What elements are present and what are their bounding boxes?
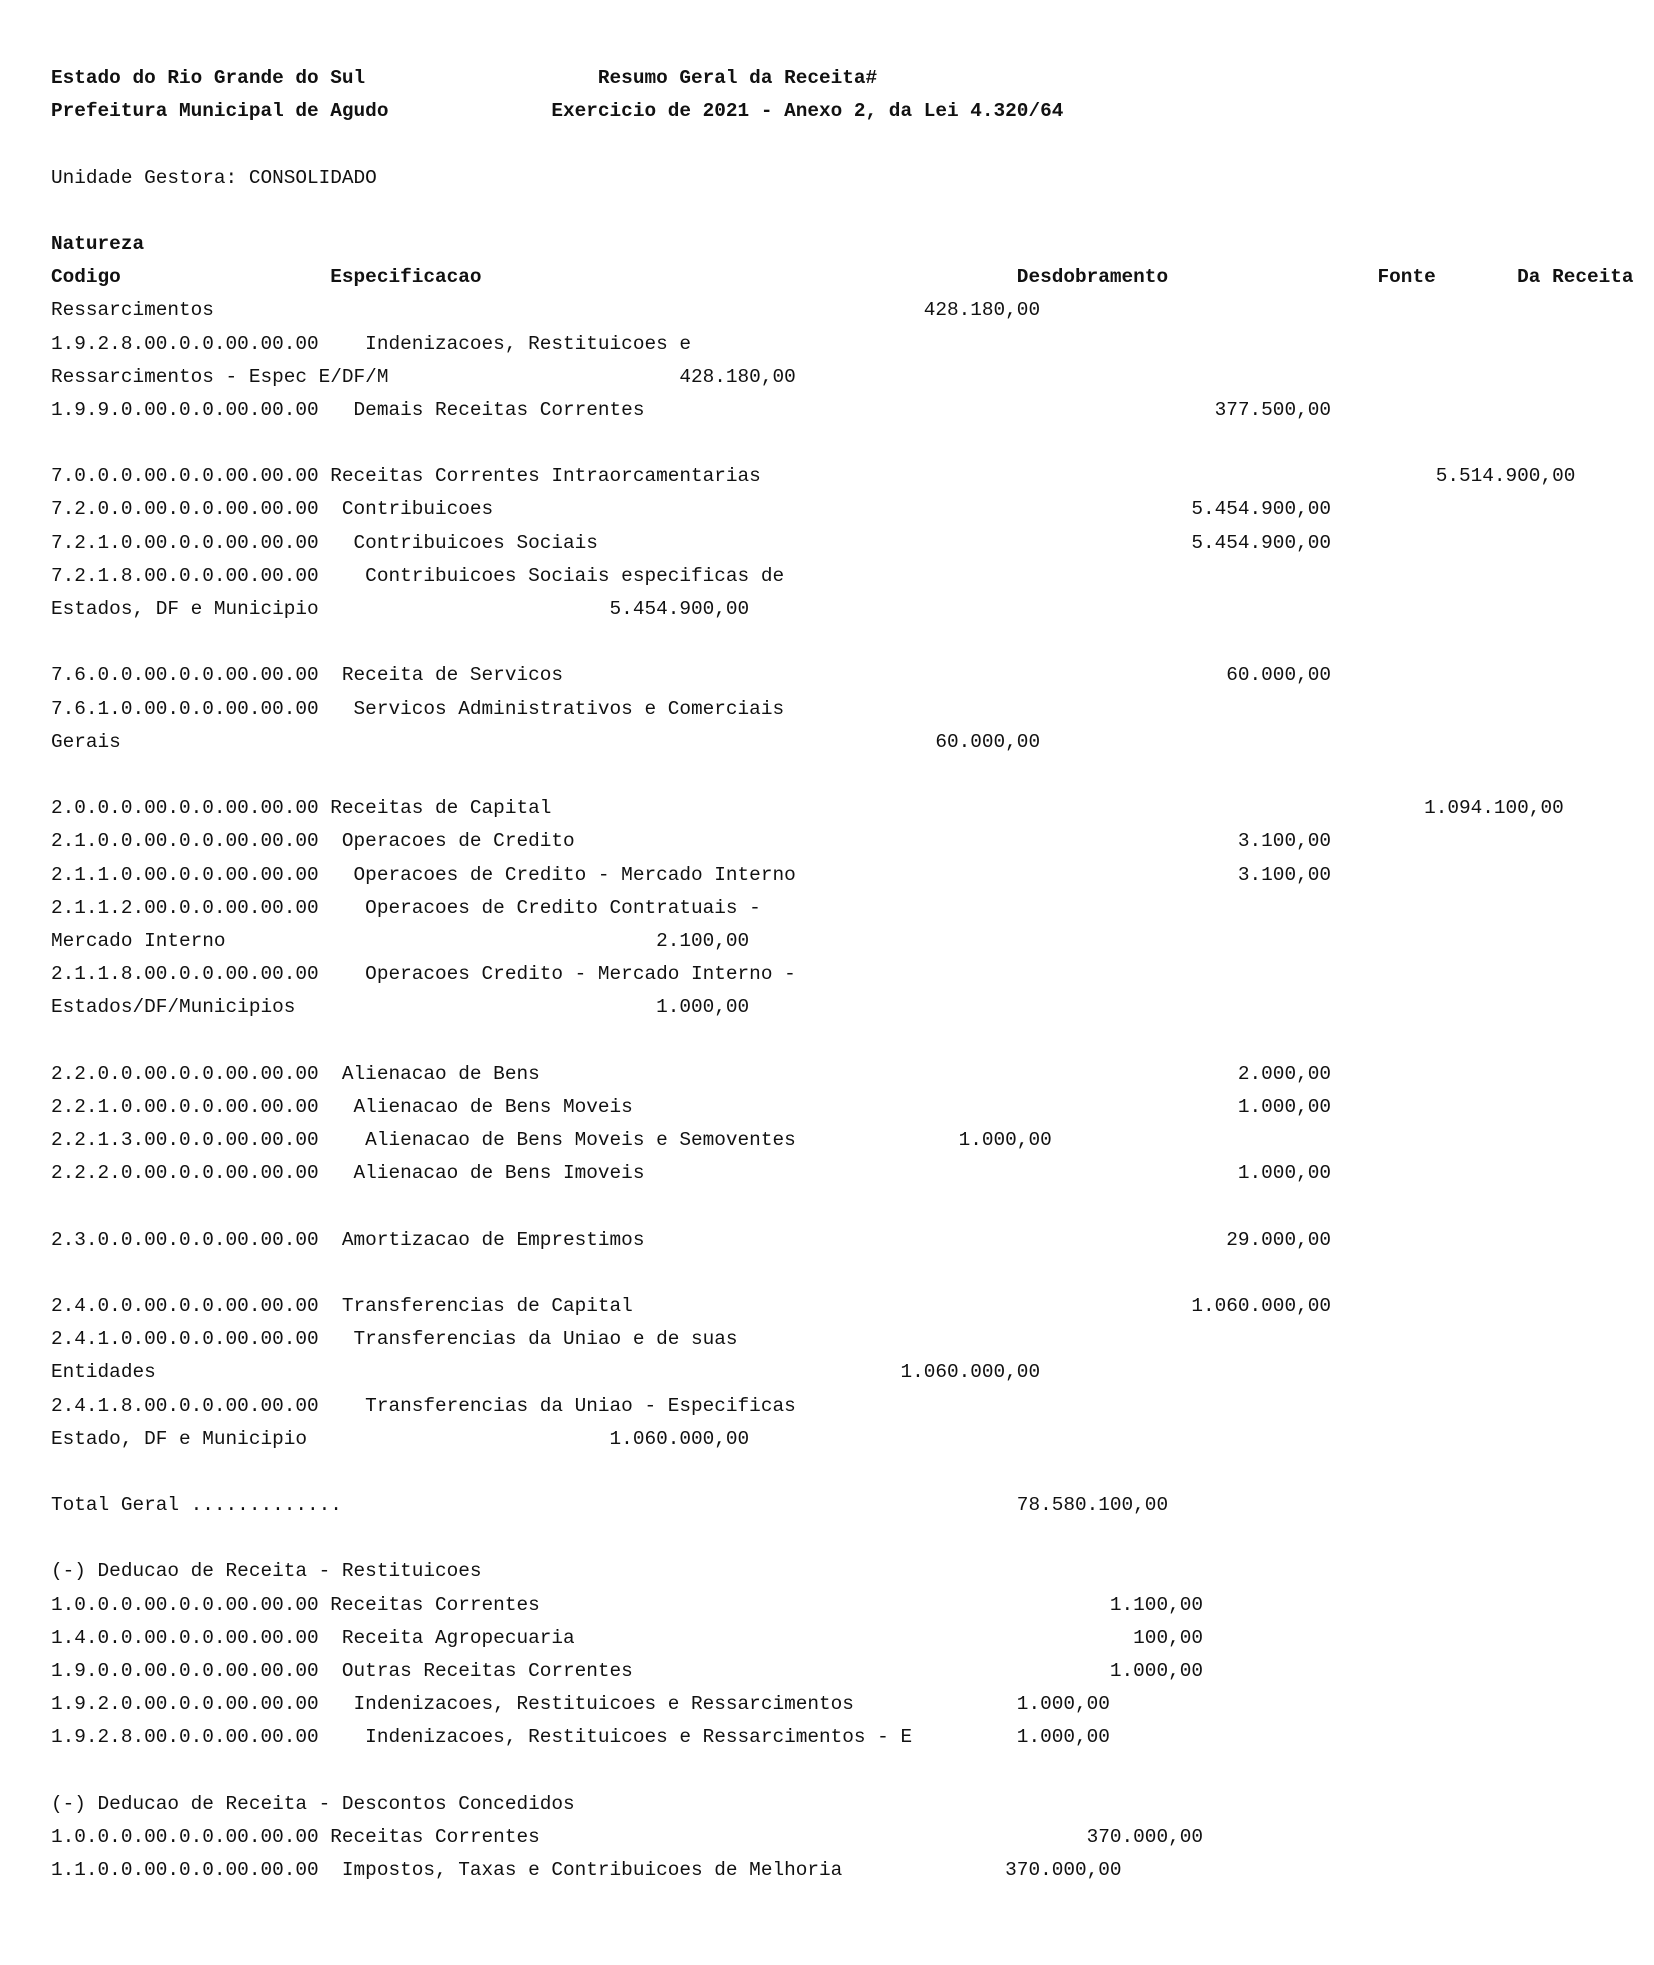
report-line: 1.9.2.8.00.0.0.00.00.00 Indenizacoes, Restituicoes e Ressarcimentos - E 1.000,00 xyxy=(51,1726,1110,1749)
report-line: 7.2.1.8.00.0.0.00.00.00 Contribuicoes Sociais especificas de xyxy=(51,564,785,587)
blank-line xyxy=(51,1522,1634,1555)
report-line: Prefeitura Municipal de Agudo Exercicio de 2021 - Anexo 2, da Lei 4.320/64 xyxy=(51,100,1064,123)
report-line: 7.6.0.0.00.0.0.00.00.00 Receita de Servicos 60.000,00 xyxy=(51,664,1331,687)
report-line: Natureza xyxy=(51,232,145,255)
report-line: 7.0.0.0.00.0.0.00.00.00 Receitas Correntes Intraorcamentarias 5.514.900,00 xyxy=(51,465,1576,488)
report-line: 7.2.0.0.00.0.0.00.00.00 Contribuicoes 5.454.900,00 xyxy=(51,498,1331,521)
report-line: Ressarcimentos - Espec E/DF/M 428.180,00 xyxy=(51,365,796,388)
report-line: 1.9.2.0.00.0.0.00.00.00 Indenizacoes, Restituicoes e Ressarcimentos 1.000,00 xyxy=(51,1693,1110,1716)
report-line: 1.9.9.0.00.0.0.00.00.00 Demais Receitas Correntes 377.500,00 xyxy=(51,398,1331,421)
report-line: (-) Deducao de Receita - Restituicoes xyxy=(51,1560,482,1583)
report-line: 2.2.1.3.00.0.0.00.00.00 Alienacao de Bens Moveis e Semoventes 1.000,00 xyxy=(51,1129,1052,1151)
report-line: Estado, DF e Municipio 1.060.000,00 xyxy=(51,1427,750,1450)
report-line: 2.1.0.0.00.0.0.00.00.00 Operacoes de Credito 3.100,00 xyxy=(51,830,1331,853)
report-line: 1.4.0.0.00.0.0.00.00.00 Receita Agropecuaria 100,00 xyxy=(51,1626,1203,1649)
blank-line xyxy=(51,626,1634,659)
report-line: 2.1.1.2.00.0.0.00.00.00 Operacoes de Credito Contratuais - xyxy=(51,896,761,919)
report-line: Estados/DF/Municipios 1.000,00 xyxy=(51,996,750,1019)
report-line: 2.0.0.0.00.0.0.00.00.00 Receitas de Capital 1.094.100,00 xyxy=(51,797,1564,820)
report-line: Codigo Especificacao Desdobramento Fonte Da Receita xyxy=(51,266,1634,289)
report-line: Mercado Interno 2.100,00 xyxy=(51,929,750,952)
report-line: 2.4.1.0.00.0.0.00.00.00 Transferencias da Uniao e de suas xyxy=(51,1328,738,1351)
blank-line xyxy=(51,1456,1634,1489)
blank-line xyxy=(51,1024,1634,1057)
report-line: 2.1.1.8.00.0.0.00.00.00 Operacoes Credito - Mercado Interno - xyxy=(51,963,796,986)
report-line: 7.6.1.0.00.0.0.00.00.00 Servicos Administrativos e Comerciais xyxy=(51,697,785,720)
report-line: 2.2.1.0.00.0.0.00.00.00 Alienacao de Bens Moveis 1.000,00 xyxy=(51,1095,1331,1118)
report-line: Ressarcimentos 428.180,00 xyxy=(51,299,1041,322)
report-line: 1.0.0.0.00.0.0.00.00.00 Receitas Correntes 370.000,00 xyxy=(51,1825,1203,1848)
blank-line xyxy=(51,1755,1634,1788)
report-line: 2.1.1.0.00.0.0.00.00.00 Operacoes de Credito - Mercado Interno 3.100,00 xyxy=(51,863,1331,886)
report-line: Gerais 60.000,00 xyxy=(51,730,1041,753)
report-line: 2.2.0.0.00.0.0.00.00.00 Alienacao de Bens 2.000,00 xyxy=(51,1062,1331,1085)
blank-line xyxy=(51,1257,1634,1290)
report-line: (-) Deducao de Receita - Descontos Concedidos xyxy=(51,1792,575,1815)
blank-line xyxy=(51,1190,1634,1223)
report-line: 7.2.1.0.00.0.0.00.00.00 Contribuicoes Sociais 5.454.900,00 xyxy=(51,531,1331,554)
report-line: 2.2.2.0.00.0.0.00.00.00 Alienacao de Bens Imoveis 1.000,00 xyxy=(51,1162,1331,1185)
report-line: 2.4.0.0.00.0.0.00.00.00 Transferencias de Capital 1.060.000,00 xyxy=(51,1294,1331,1317)
blank-line xyxy=(51,128,1634,161)
report-document xyxy=(51,62,1634,1887)
report-line: Estados, DF e Municipio 5.454.900,00 xyxy=(51,598,750,620)
report-line: Entidades 1.060.000,00 xyxy=(51,1361,1041,1384)
blank-line xyxy=(51,759,1634,792)
report-line: 2.3.0.0.00.0.0.00.00.00 Amortizacao de Emprestimos 29.000,00 xyxy=(51,1228,1331,1251)
blank-line xyxy=(51,195,1634,228)
report-line: 1.1.0.0.00.0.0.00.00.00 Impostos, Taxas e Contribuicoes de Melhoria 370.000,00 xyxy=(51,1859,1122,1882)
report-line: 1.0.0.0.00.0.0.00.00.00 Receitas Correntes 1.100,00 xyxy=(51,1593,1203,1616)
report-line: 1.9.0.0.00.0.0.00.00.00 Outras Receitas Correntes 1.000,00 xyxy=(51,1660,1203,1682)
report-line: Unidade Gestora: CONSOLIDADO xyxy=(51,166,377,189)
report-line: 2.4.1.8.00.0.0.00.00.00 Transferencias da Uniao - Especificas xyxy=(51,1394,796,1417)
report-line: 1.9.2.8.00.0.0.00.00.00 Indenizacoes, Restituicoes e xyxy=(51,332,691,355)
report-line: Total Geral ............. 78.580.100,00 xyxy=(51,1494,1169,1517)
report-line: Estado do Rio Grande do Sul Resumo Geral da Receita# xyxy=(51,67,878,89)
blank-line xyxy=(51,427,1634,460)
